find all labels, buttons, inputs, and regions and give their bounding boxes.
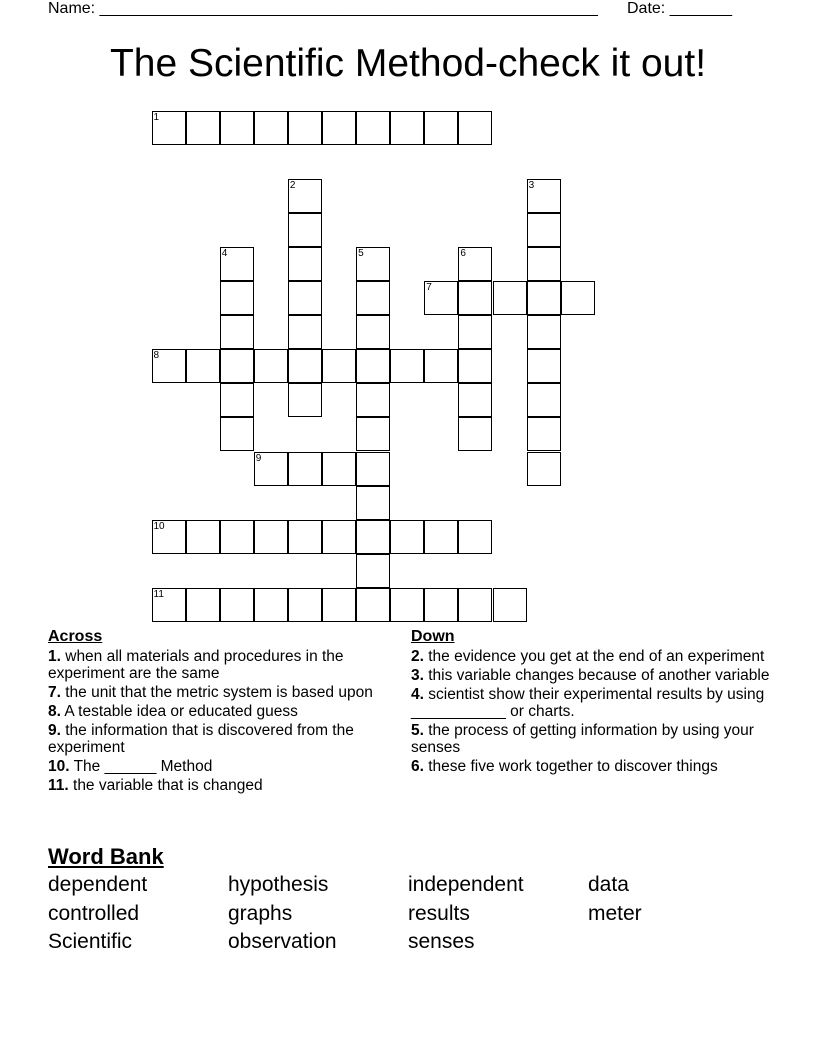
crossword-cell[interactable] bbox=[493, 588, 527, 622]
clue-text: the evidence you get at the end of an experiment bbox=[423, 648, 765, 665]
crossword-cell[interactable] bbox=[356, 452, 390, 486]
crossword-cell[interactable] bbox=[288, 247, 322, 281]
word-bank bbox=[48, 843, 768, 961]
crossword-cell[interactable] bbox=[458, 520, 492, 554]
crossword-cell[interactable] bbox=[356, 588, 390, 622]
crossword-cell[interactable] bbox=[527, 417, 561, 451]
crossword-cell[interactable] bbox=[152, 349, 186, 383]
crossword-cell[interactable] bbox=[424, 588, 458, 622]
crossword-cell[interactable] bbox=[390, 111, 424, 145]
clue-number-label: 1. bbox=[48, 648, 61, 665]
crossword-cell[interactable] bbox=[220, 247, 254, 281]
crossword-cell[interactable] bbox=[254, 349, 288, 383]
crossword-cell[interactable] bbox=[288, 111, 322, 145]
crossword-cell[interactable] bbox=[424, 281, 458, 315]
crossword-cell[interactable] bbox=[356, 417, 390, 451]
crossword-cell[interactable] bbox=[220, 349, 254, 383]
crossword-cell[interactable] bbox=[458, 111, 492, 145]
clue-text: scientist show their experimental results by using ___________ or charts. bbox=[411, 686, 765, 720]
clue-number: 4 bbox=[221, 247, 228, 259]
crossword-cell[interactable] bbox=[288, 315, 322, 349]
down-clues bbox=[411, 628, 781, 777]
crossword-cell[interactable] bbox=[152, 520, 186, 554]
clue-number: 5 bbox=[358, 247, 364, 259]
crossword-cell[interactable] bbox=[288, 588, 322, 622]
crossword-cell[interactable] bbox=[186, 349, 220, 383]
crossword-cell[interactable] bbox=[220, 281, 254, 315]
crossword-cell[interactable] bbox=[527, 281, 561, 315]
crossword-cell[interactable] bbox=[458, 247, 492, 281]
crossword-cell[interactable] bbox=[424, 520, 458, 554]
crossword-cell[interactable] bbox=[220, 520, 254, 554]
down-clue bbox=[411, 686, 781, 720]
clue-text: the variable that is changed bbox=[68, 777, 263, 794]
word-bank-item: controlled bbox=[48, 901, 140, 925]
crossword-cell[interactable] bbox=[186, 588, 220, 622]
clue-number: 1 bbox=[153, 111, 160, 123]
word-bank-item: senses bbox=[408, 930, 475, 953]
down-clue bbox=[411, 758, 781, 775]
crossword-cell[interactable] bbox=[356, 554, 390, 588]
crossword-cell[interactable] bbox=[288, 179, 322, 213]
crossword-cell[interactable] bbox=[288, 452, 322, 486]
crossword-cell[interactable] bbox=[220, 417, 254, 451]
crossword-cell[interactable] bbox=[424, 111, 458, 145]
clue-number: 3 bbox=[528, 179, 535, 191]
across-clue bbox=[48, 777, 398, 794]
crossword-cell[interactable] bbox=[458, 281, 492, 315]
crossword-cell[interactable] bbox=[390, 520, 424, 554]
down-clue bbox=[411, 648, 781, 665]
crossword-cell[interactable] bbox=[288, 213, 322, 247]
clue-number-label: 7. bbox=[48, 684, 61, 701]
across-clue bbox=[48, 758, 398, 775]
across-clue bbox=[48, 703, 398, 720]
crossword-cell[interactable] bbox=[458, 588, 492, 622]
crossword-cell[interactable] bbox=[356, 281, 390, 315]
word-bank-item: data bbox=[588, 873, 629, 896]
down-heading: Down bbox=[411, 628, 455, 645]
clue-text: this variable changes because of another variable bbox=[423, 667, 770, 684]
crossword-cell[interactable] bbox=[254, 588, 288, 622]
crossword-cell[interactable] bbox=[322, 452, 356, 486]
crossword-cell[interactable] bbox=[458, 383, 492, 417]
crossword-cell[interactable] bbox=[527, 383, 561, 417]
crossword-cell[interactable] bbox=[356, 486, 390, 520]
crossword-cell[interactable] bbox=[458, 315, 492, 349]
crossword-cell[interactable] bbox=[356, 520, 390, 554]
clue-text: when all materials and procedures in the experiment are the same bbox=[48, 648, 344, 682]
crossword-cell[interactable] bbox=[356, 383, 390, 417]
word-bank-item: independent bbox=[408, 873, 524, 896]
crossword-cell[interactable] bbox=[527, 349, 561, 383]
across-clues bbox=[48, 628, 398, 796]
clue-text: The ______ Method bbox=[69, 758, 213, 775]
crossword-cell[interactable] bbox=[288, 281, 322, 315]
across-clue bbox=[48, 722, 398, 756]
crossword-cell[interactable] bbox=[356, 315, 390, 349]
crossword-cell[interactable] bbox=[152, 111, 186, 145]
word-bank-item: Scientific bbox=[48, 930, 133, 953]
word-bank-item: dependent bbox=[48, 873, 148, 896]
crossword-cell[interactable] bbox=[527, 452, 561, 486]
down-clue bbox=[411, 722, 781, 756]
clue-number-label: 3. bbox=[411, 667, 424, 684]
crossword-cell[interactable] bbox=[220, 383, 254, 417]
name-field[interactable]: Name: ________________________________________________________ bbox=[48, 0, 598, 17]
crossword-cell[interactable] bbox=[493, 281, 527, 315]
down-clue bbox=[411, 667, 781, 684]
clue-number-label: 9. bbox=[48, 722, 61, 739]
clue-text: these five work together to discover things bbox=[423, 758, 718, 775]
clue-number-label: 4. bbox=[411, 686, 424, 703]
crossword-cell[interactable] bbox=[390, 349, 424, 383]
crossword-cell[interactable] bbox=[322, 111, 356, 145]
crossword-cell[interactable] bbox=[322, 588, 356, 622]
word-bank-item: meter bbox=[588, 901, 642, 925]
crossword-cell[interactable] bbox=[527, 213, 561, 247]
clue-number-label: 6. bbox=[411, 758, 424, 775]
crossword-cell[interactable] bbox=[220, 111, 254, 145]
crossword-cell[interactable] bbox=[322, 349, 356, 383]
across-clue bbox=[48, 684, 398, 701]
crossword-cell[interactable] bbox=[356, 349, 390, 383]
crossword-cell[interactable] bbox=[254, 111, 288, 145]
clue-text: the process of getting information by using your senses bbox=[411, 722, 754, 756]
crossword-cell[interactable] bbox=[561, 281, 595, 315]
across-clue bbox=[48, 648, 398, 682]
clue-number: 7 bbox=[426, 282, 432, 293]
crossword-cell[interactable] bbox=[424, 349, 458, 383]
crossword-cell[interactable] bbox=[254, 520, 288, 554]
across-heading: Across bbox=[48, 628, 103, 645]
crossword-cell[interactable] bbox=[458, 349, 492, 383]
crossword-cell[interactable] bbox=[527, 247, 561, 281]
crossword-cell[interactable] bbox=[356, 247, 390, 281]
clue-number: 6 bbox=[460, 247, 466, 259]
crossword-cell[interactable] bbox=[527, 179, 561, 213]
word-bank-item: observation bbox=[228, 930, 337, 953]
crossword-cell[interactable] bbox=[288, 520, 322, 554]
clue-text: the unit that the metric system is based upon bbox=[60, 684, 373, 701]
crossword-cell[interactable] bbox=[288, 383, 322, 417]
word-bank-item: hypothesis bbox=[228, 873, 329, 896]
crossword-cell[interactable] bbox=[390, 588, 424, 622]
crossword-cell[interactable] bbox=[322, 520, 356, 554]
clue-number-label: 2. bbox=[411, 648, 424, 665]
word-bank-item: graphs bbox=[228, 901, 293, 925]
clue-number-label: 8. bbox=[48, 703, 61, 720]
clue-number-label: 5. bbox=[411, 722, 424, 739]
crossword-cell[interactable] bbox=[152, 588, 186, 622]
clue-number-label: 10. bbox=[48, 758, 70, 775]
clue-number: 10 bbox=[153, 520, 165, 532]
clue-number: 11 bbox=[153, 588, 164, 600]
crossword-cell[interactable] bbox=[458, 417, 492, 451]
crossword-cell[interactable] bbox=[186, 111, 220, 145]
crossword-cell[interactable] bbox=[220, 315, 254, 349]
clue-number-label: 11. bbox=[48, 777, 69, 794]
word-bank-heading: Word Bank bbox=[48, 844, 164, 869]
page-title: The Scientific Method-check it out! bbox=[109, 42, 707, 85]
clue-text: the information that is discovered from the experiment bbox=[48, 722, 354, 756]
date-field[interactable]: Date: _______ bbox=[627, 0, 732, 17]
crossword-cell[interactable] bbox=[220, 588, 254, 622]
crossword-cell[interactable] bbox=[288, 349, 322, 383]
word-bank-item: results bbox=[408, 901, 470, 925]
clue-text: A testable idea or educated guess bbox=[60, 703, 298, 720]
crossword-cell[interactable] bbox=[356, 111, 390, 145]
clue-number: 9 bbox=[255, 452, 262, 464]
clue-number: 2 bbox=[289, 179, 296, 191]
crossword-cell[interactable] bbox=[527, 315, 561, 349]
clue-number: 8 bbox=[153, 350, 160, 362]
crossword-cell[interactable] bbox=[186, 520, 220, 554]
crossword-cell[interactable] bbox=[254, 452, 288, 486]
